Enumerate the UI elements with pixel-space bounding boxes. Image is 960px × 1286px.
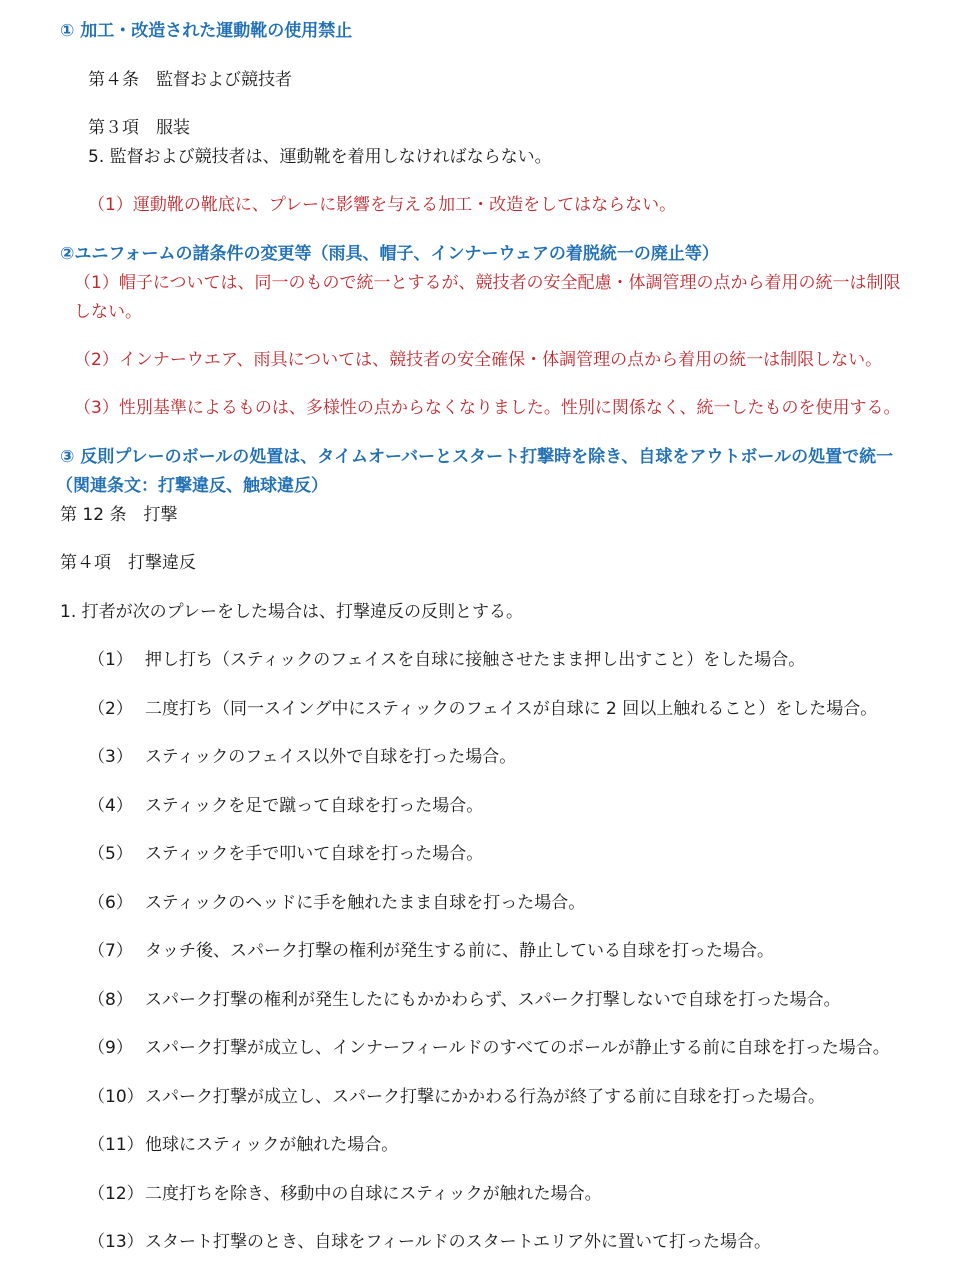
list-item-number: （12） [88, 1184, 144, 1204]
section1-rule: （1）運動靴の靴底に、プレーに影響を与える加工・改造をしてはならない。 [88, 195, 677, 215]
list-item-number: （1） [88, 650, 133, 670]
list-item-number: （3） [88, 747, 133, 767]
section2-rule1-line1: （1）帽子については、同一のもので統一とするが、競技者の安全配慮・体調管理の点から着用の統一は制限 [74, 273, 901, 293]
section1-article: 第４条 監督および競技者 [88, 70, 292, 90]
list-item-number: （11） [88, 1135, 144, 1155]
list-item-text: 他球にスティックが触れた場合。 [145, 1135, 399, 1155]
section1-paragraph: 第３項 服装 [88, 118, 190, 138]
list-item-text: タッチ後、スパーク打撃の権利が発生する前に、静止している自球を打った場合。 [145, 941, 774, 961]
list-item-text: スパーク打撃の権利が発生したにもかかわらず、スパーク打撃しないで自球を打った場合。 [145, 990, 841, 1010]
list-item-text: 二度打ち（同一スイング中にスティックのフェイスが自球に 2 回以上触れること）をした場合。 [145, 699, 878, 719]
list-item-number: （5） [88, 844, 133, 864]
list-item-text: 二度打ちを除き、移動中の自球にスティックが触れた場合。 [145, 1184, 602, 1204]
section2-heading: ②ユニフォームの諸条件の変更等（雨具、帽子、インナーウェアの着脱統一の廃止等） [60, 244, 719, 264]
section1-heading: ① 加工・改造された運動靴の使用禁止 [60, 21, 353, 41]
list-item-text: スパーク打撃が成立し、インナーフィールドのすべてのボールが静止する前に自球を打った場合。 [145, 1038, 890, 1058]
list-item-text: スティックのヘッドに手を触れたまま自球を打った場合。 [145, 893, 586, 913]
list-item-number: （9） [88, 1038, 133, 1058]
section2-rule1-line2: しない。 [74, 302, 142, 322]
list-item-number: （13） [88, 1232, 144, 1252]
list-item-text: スティックを足で蹴って自球を打った場合。 [145, 796, 484, 816]
list-item-text: スタート打撃のとき、自球をフィールドのスタートエリア外に置いて打った場合。 [145, 1232, 771, 1252]
list-item-number: （2） [88, 699, 133, 719]
section1-item5: 5. 監督および競技者は、運動靴を着用しなければならない。 [88, 147, 552, 167]
section3-heading-line1: ③ 反則プレーのボールの処置は、タイムオーバーとスタート打撃時を除き、自球をアウトボールの処置で統一 [60, 447, 894, 467]
list-item-text: スティックのフェイス以外で自球を打った場合。 [145, 747, 517, 767]
section2-rule3: （3）性別基準によるものは、多様性の点からなくなりました。性別に関係なく、統一したものを使用する。 [74, 398, 901, 418]
list-item-number: （7） [88, 941, 133, 961]
list-item-number: （6） [88, 893, 133, 913]
section2-rule2: （2）インナーウエア、雨具については、競技者の安全確保・体調管理の点から着用の統一は制限しない。 [74, 350, 883, 370]
list-item-text: 押し打ち（スティックのフェイスを自球に接触させたまま押し出すこと）をした場合。 [145, 650, 806, 670]
section3-article: 第 12 条 打撃 [60, 505, 178, 525]
section3-paragraph: 第４項 打撃違反 [60, 553, 196, 573]
section3-intro: 1. 打者が次のプレーをした場合は、打撃違反の反則とする。 [60, 602, 523, 622]
section3-heading-line2: （関連条文：打撃違反、触球違反） [56, 476, 328, 496]
list-item-number: （10） [88, 1087, 144, 1107]
list-item-text: スパーク打撃が成立し、スパーク打撃にかかわる行為が終了する前に自球を打った場合。 [145, 1087, 825, 1107]
list-item-number: （8） [88, 990, 133, 1010]
list-item-number: （4） [88, 796, 133, 816]
list-item-text: スティックを手で叩いて自球を打った場合。 [145, 844, 484, 864]
